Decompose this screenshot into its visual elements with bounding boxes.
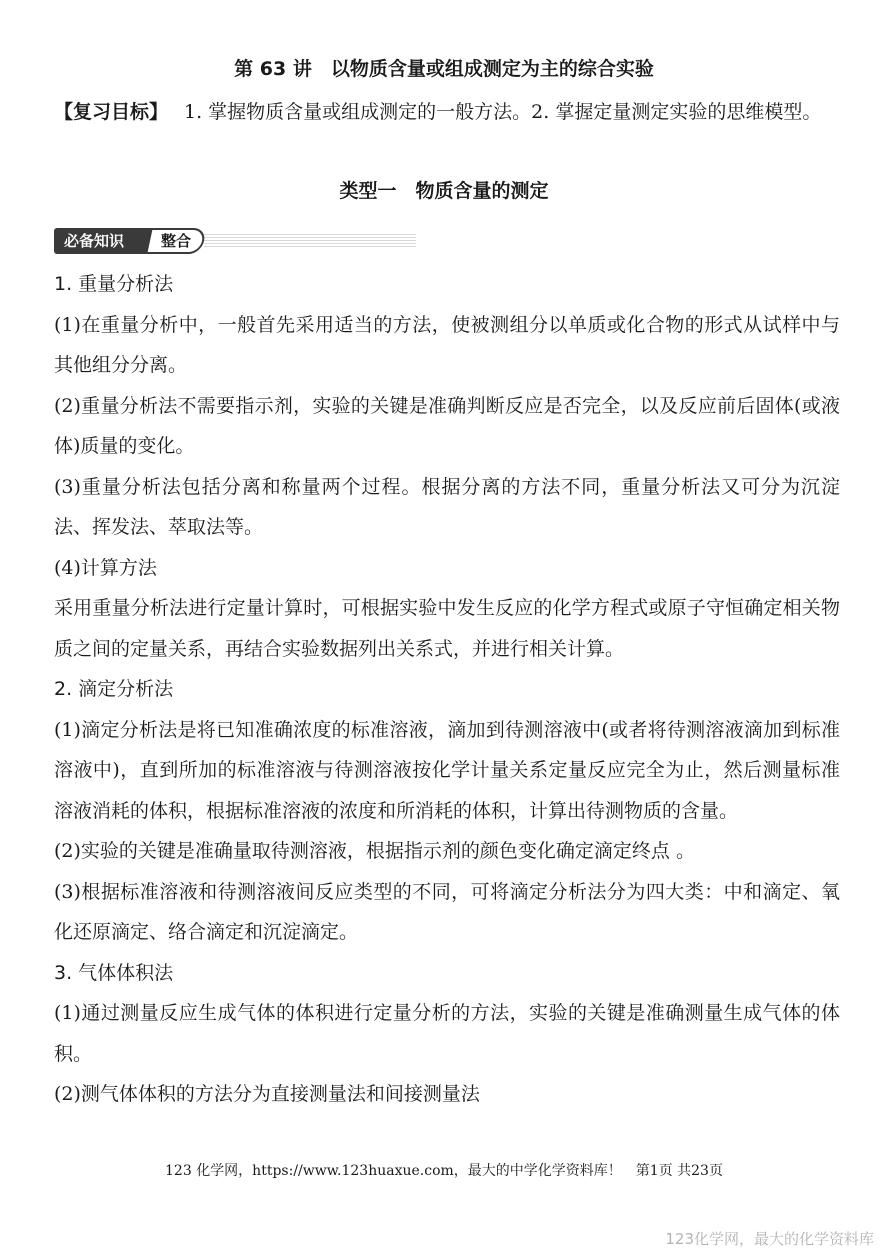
paragraph: (3)根据标准溶液和待测溶液间反应类型的不同，可将滴定分析法分为四大类：中和滴定、氧化还原滴定、络合滴定和沉淀滴定。	[54, 880, 840, 943]
banner-label-left: 必备知识	[54, 228, 162, 254]
section-title: 类型一 物质含量的测定	[339, 180, 549, 202]
banner-label-right: 整合	[160, 232, 191, 250]
paragraph: (2)重量分析法不需要指示剂，实验的关键是准确判断反应是否完全，以及反应前后固体(或液体)质量的变化。	[54, 394, 840, 457]
paragraph: 采用重量分析法进行定量计算时，可根据实验中发生反应的化学方程式或原子守恒确定相关物质之间的定量关系，再结合实验数据列出关系式，并进行相关计算。	[54, 597, 840, 660]
watermark: 123化学网，最大的化学资料库	[665, 1230, 874, 1248]
lecture-title: 第 63 讲 以物质含量或组成测定为主的综合实验	[234, 58, 654, 80]
paragraph: (1)在重量分析中，一般首先采用适当的方法，使被测组分以单质或化合物的形式从试样中与其他组分分离。	[54, 313, 840, 376]
heading-gravimetric: 1. 重量分析法	[54, 273, 174, 295]
paragraph: (2)测气体体积的方法分为直接测量法和间接测量法	[54, 1083, 480, 1105]
review-goals-tag: 【复习目标】	[54, 101, 169, 123]
review-goals	[54, 92, 844, 132]
content-body	[54, 264, 840, 1115]
review-goals-text: 1. 掌握物质含量或组成测定的一般方法。2. 掌握定量测定实验的思维模型。	[184, 101, 822, 123]
knowledge-banner	[54, 228, 416, 254]
heading-gas-volume: 3. 气体体积法	[54, 961, 174, 984]
paragraph: (1)滴定分析法是将已知准确浓度的标准溶液，滴加到待测溶液中(或者将待测溶液滴加到标准溶液中)，直到所加的标准溶液与待测溶液按化学计量关系定量反应完全为止，然后测量标准溶液消耗的体积，根据标准溶液的浓度和所消耗的体积，计算出待测物质的含量。	[54, 718, 840, 822]
banner-label-right-box	[145, 228, 207, 254]
banner-stripes	[204, 234, 416, 248]
paragraph: (3)重量分析法包括分离和称量两个过程。根据分离的方法不同，重量分析法又可分为沉淀法、挥发法、萃取法等。	[54, 475, 840, 538]
paragraph: (4)计算方法	[54, 556, 157, 579]
paragraph: (1)通过测量反应生成气体的体积进行定量分析的方法，实验的关键是准确测量生成气体的体积。	[54, 1002, 840, 1065]
page-footer: 123 化学网，https://www.123huaxue.com，最大的中学化学资料库！ 第1页 共23页	[165, 1163, 723, 1179]
paragraph: (2)实验的关键是准确量取待测溶液，根据指示剂的颜色变化确定滴定终点 。	[54, 840, 695, 862]
heading-titration: 2. 滴定分析法	[54, 678, 174, 700]
